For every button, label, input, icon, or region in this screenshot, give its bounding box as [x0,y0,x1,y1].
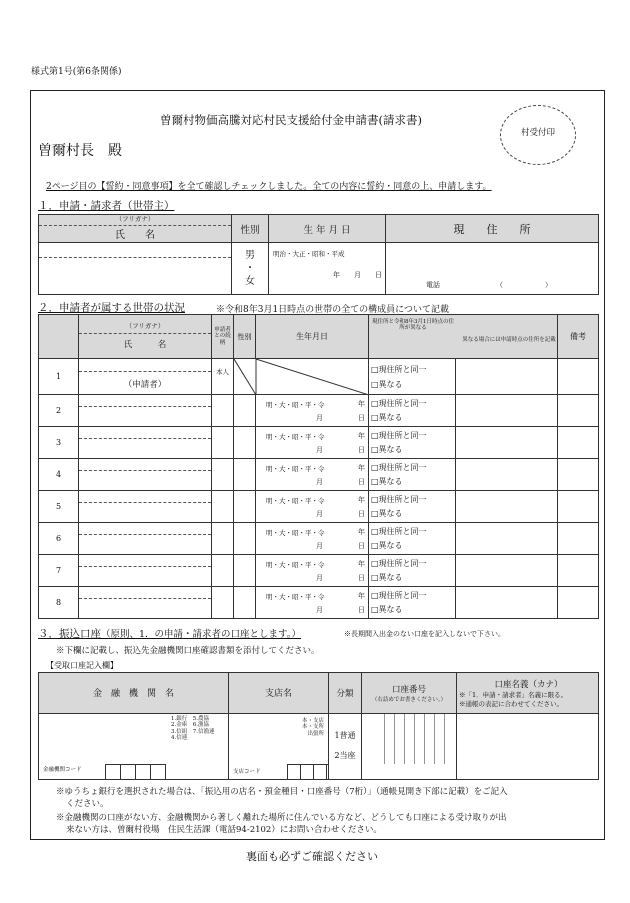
birth-field[interactable] [269,243,386,295]
row1-crossed-cell [234,359,369,395]
applicant-label: （申請者） [123,380,167,390]
branch-code-label: 支店コード [233,768,261,775]
hh-birth-header: 生年月日 [256,315,369,359]
member-birth-field[interactable] [256,459,369,491]
footer-note: 裏面も必ずご確認ください [246,850,378,863]
remarks-header: 備考 [558,315,599,359]
era-options: 明・大・昭・平・令 [266,561,325,569]
checkbox-same-address[interactable]: □現住所と同一 [371,462,427,472]
remarks-field[interactable] [558,555,599,587]
member-name-field[interactable] [79,427,212,459]
member-gender-field[interactable] [234,587,256,619]
checkbox-different[interactable]: □異なる [371,540,403,550]
address-status-field[interactable] [369,359,456,395]
address-status-field[interactable] [369,459,456,491]
member-gender-field[interactable] [234,459,256,491]
member-birth-field[interactable] [256,395,369,427]
note-yucho-1: ※ゆうちょ銀行を選択された場合は、「振込用の店名・預金種目・口座番号（7桁）」（通帳見開き下部に記載）をご記入 [56,787,508,797]
new-address-field[interactable] [456,491,558,523]
section3-heading [38,626,301,641]
checkbox-same-address[interactable]: □現住所と同一 [371,398,427,408]
new-address-field[interactable] [456,459,558,491]
gender-male[interactable]: 男 [245,250,255,261]
era-options: 明治・大正・昭和・平成 [273,250,345,258]
remarks-field[interactable] [558,523,599,555]
member-birth-field[interactable] [256,523,369,555]
year-label: 年 [358,528,365,536]
household-table [38,314,599,619]
bank-type-4: 4.信連 [171,734,188,741]
checkbox-different[interactable]: □異なる [371,379,403,389]
member-name-field[interactable] [79,587,212,619]
bank-type-3: 3.信組 7.信漁連 [171,728,215,735]
member-row [39,523,599,555]
member-name-field[interactable] [79,359,212,395]
addr-head-label: 現住所と令和8年3月1日時点の住所が異なる [372,319,454,332]
gender-dot: ・ [245,263,255,274]
row-number: 8 [39,587,79,619]
address-status-field[interactable] [369,491,456,523]
note-no-account-1: ※金融機関の口座がない方、金融機関から著しく離れた場所に住んでいる方など、どうしても口座による受け取りが出 [56,813,507,823]
acct-no-sub: （右詰めでお書きください。） [371,696,447,703]
relation-header: 申請者との続柄 [212,315,234,359]
branch-name-field[interactable] [229,713,329,779]
checkbox-same-address[interactable]: □現住所と同一 [371,558,427,568]
hh-name-label: 氏 名 [123,340,167,351]
year-label: 年 [358,560,365,568]
address-status-field[interactable] [369,395,456,427]
row-number: 6 [39,523,79,555]
addr-diff-label: 異なる場合には申請時点の住所を記載 [462,337,556,343]
era-options: 明・大・昭・平・令 [266,465,325,473]
month-label: 月 [316,478,323,486]
remarks-field[interactable] [558,587,599,619]
addr-diff-header [369,315,558,359]
applicant-table [38,214,599,295]
remarks-field[interactable] [558,359,599,395]
section3-heading-main: ３．振込口座 [38,628,101,640]
bank-header: 金 融 機 関 名 [39,673,229,714]
relation-field[interactable] [212,459,234,491]
branch-type-1: 本・支店 [301,717,324,724]
section2-note: ※令和8年3月1日時点の世帯の全ての構成員について記載 [216,305,449,315]
acct-no-label: 口座番号 [391,684,426,695]
member-name-field[interactable] [79,491,212,523]
member-name-field[interactable] [79,459,212,491]
bank-code-label: 金融機関コード [43,766,82,773]
new-address-field[interactable] [456,395,558,427]
bank-account-table [38,672,599,780]
remarks-field[interactable] [558,459,599,491]
branch-type-list [302,718,324,737]
day-label: 日 [358,510,365,518]
branch-header: 支店名 [229,673,329,714]
holder-note-1: ※「1．申請・請求者」名義に限る。 [459,690,568,699]
member-birth-field[interactable] [256,587,369,619]
name-header-cell [39,215,232,243]
row-number: 2 [39,395,79,427]
era-options: 明・大・昭・平・令 [266,529,325,537]
form-number: 様式第1号(第6条関係) [31,67,122,77]
bank-type-1: 1.銀行 5.農協 [171,715,209,722]
member-name-field[interactable] [79,523,212,555]
account-holder-field[interactable] [457,713,599,779]
day-label: 日 [358,542,365,550]
row-number: 3 [39,427,79,459]
account-instruction: ※下欄に記載し、振込先金融機関口座確認書類を添付してください。 [56,646,320,656]
no-header [39,315,79,359]
account-type-field[interactable] [329,713,362,779]
member-birth-field[interactable] [256,491,369,523]
section3-heading-note: ※長期間入出金のない口座を記入しないで下さい。 [344,630,505,638]
section3-heading-rest: （原則、1．の申請・請求者の口座とします。） [101,629,302,640]
day-label: 日 [358,414,365,422]
address-status-field[interactable] [369,587,456,619]
self-label: 本人 [212,359,234,395]
bank-type-list [171,716,215,741]
checkbox-same-address[interactable]: □現住所と同一 [371,526,427,536]
addressee: 曽爾村長 殿 [38,143,122,159]
checkbox-same-address[interactable]: □現住所と同一 [371,590,427,600]
member-gender-field[interactable] [234,395,256,427]
hh-gender-header: 性別 [234,315,256,359]
era-options: 明・大・昭・平・令 [266,433,325,441]
day-label: 日 [358,606,365,614]
section2-heading: ２．申請者が属する世帯の状況 [38,302,185,314]
note-yucho-2: ください。 [66,799,109,809]
member-gender-field[interactable] [234,427,256,459]
gender-female[interactable]: 女 [245,276,255,287]
month-label: 月 [316,542,323,550]
new-address-field[interactable] [456,523,558,555]
checkbox-same-address[interactable]: □現住所と同一 [371,494,427,504]
year-label: 年 [358,464,365,472]
branch-type-2: 本・支所 [301,724,324,731]
checkbox-same-address[interactable]: □現住所と同一 [371,430,427,440]
stamp-label: 村受付印 [520,128,555,138]
hh-furigana: （フリガナ） [79,323,211,334]
member-row [39,459,599,491]
type-futsu[interactable]: 1普通 [334,731,356,741]
day-label: 日 [358,446,365,454]
new-address-field[interactable] [456,427,558,459]
relation-field[interactable] [212,427,234,459]
member-row [39,395,599,427]
address-status-field[interactable] [369,555,456,587]
relation-field[interactable] [212,395,234,427]
diagonal-strike [234,359,369,395]
remarks-field[interactable] [558,427,599,459]
bank-code-boxes[interactable] [105,764,166,779]
member-row [39,427,599,459]
row-number: 1 [39,359,79,395]
member-row [39,587,599,619]
applicant-name-field[interactable] [39,243,232,295]
holder-label: 口座名義（カナ） [494,679,563,690]
era-options: 明・大・昭・平・令 [266,593,325,601]
member-row [39,555,599,587]
relation-field[interactable] [212,491,234,523]
note-no-account-2: 来ない方は、曽爾村役場 住民生活課（電話94-2102）にお問い合わせください。 [66,825,382,835]
receiving-account-label: 【受取口座記入欄】 [46,661,118,670]
relation-field[interactable] [212,523,234,555]
checkbox-different[interactable]: □異なる [371,508,403,518]
remarks-field[interactable] [558,491,599,523]
member-name-field[interactable] [79,395,212,427]
year-label: 年 [358,592,365,600]
confirm-text: 2ページ目の【誓約・同意事項】を全て確認しチェックしました。全ての内容に誓約・同意の上、申請します。 [46,182,492,192]
branch-type-3: 出張所 [307,730,324,737]
account-number-boxes[interactable] [375,714,445,764]
ymd-label: 年 月 日 [333,271,382,279]
month-label: 月 [316,446,323,454]
month-label: 月 [316,414,323,422]
bank-name-field[interactable] [39,713,229,779]
relation-field[interactable] [212,555,234,587]
checkbox-different[interactable]: □異なる [371,572,403,582]
acct-no-header [362,673,457,714]
checkbox-different[interactable]: □異なる [371,412,403,422]
type-header: 分類 [329,673,362,714]
member-gender-field[interactable] [234,523,256,555]
section1-heading: １．申請・請求者（世帯主） [38,200,175,212]
address-header: 現 住 所 [386,215,599,243]
month-label: 月 [316,510,323,518]
member-gender-field[interactable] [234,491,256,523]
holder-header [457,673,599,714]
month-label: 月 [316,606,323,614]
era-options: 明・大・昭・平・令 [266,497,325,505]
address-field[interactable] [386,243,599,295]
reception-stamp [500,105,576,165]
year-label: 年 [358,432,365,440]
month-label: 月 [316,574,323,582]
birth-header: 生 年 月 日 [269,215,386,243]
new-address-field[interactable] [456,359,558,395]
branch-code-boxes[interactable] [287,764,328,779]
phone-paren: （ ） [496,281,552,289]
checkbox-different[interactable]: □異なる [371,444,403,454]
remarks-field[interactable] [558,395,599,427]
checkbox-same-address[interactable]: □現住所と同一 [371,364,427,374]
hh-name-header [79,315,212,359]
furigana-label: （フリガナ） [39,216,231,225]
member-birth-field[interactable] [256,555,369,587]
account-number-field[interactable] [362,713,457,779]
holder-note-2: ※通帳の表記に合わせてください。 [459,699,563,708]
row-number: 4 [39,459,79,491]
member-gender-field[interactable] [234,555,256,587]
row-number: 5 [39,491,79,523]
bank-type-2: 2.金庫 6.漁協 [171,722,209,729]
phone-label: 電話 [426,281,440,289]
new-address-field[interactable] [456,555,558,587]
name-label: 氏 名 [115,229,155,241]
checkbox-different[interactable]: □異なる [371,476,403,486]
new-address-field[interactable] [456,587,558,619]
form-title: 曽爾村物価高騰対応村民支援給付金申請書(請求書) [160,113,422,127]
year-label: 年 [358,400,365,408]
address-status-field[interactable] [369,523,456,555]
day-label: 日 [358,478,365,486]
era-options: 明・大・昭・平・令 [266,401,325,409]
checkbox-different[interactable]: □異なる [371,604,403,614]
day-label: 日 [358,574,365,582]
member-birth-field[interactable] [256,427,369,459]
member-name-field[interactable] [79,555,212,587]
type-touza[interactable]: 2当座 [334,751,356,761]
year-label: 年 [358,496,365,504]
address-status-field[interactable] [369,427,456,459]
gender-header: 性別 [232,215,269,243]
row-number: 7 [39,555,79,587]
gender-select[interactable] [232,243,269,295]
relation-field[interactable] [212,587,234,619]
member-row [39,491,599,523]
